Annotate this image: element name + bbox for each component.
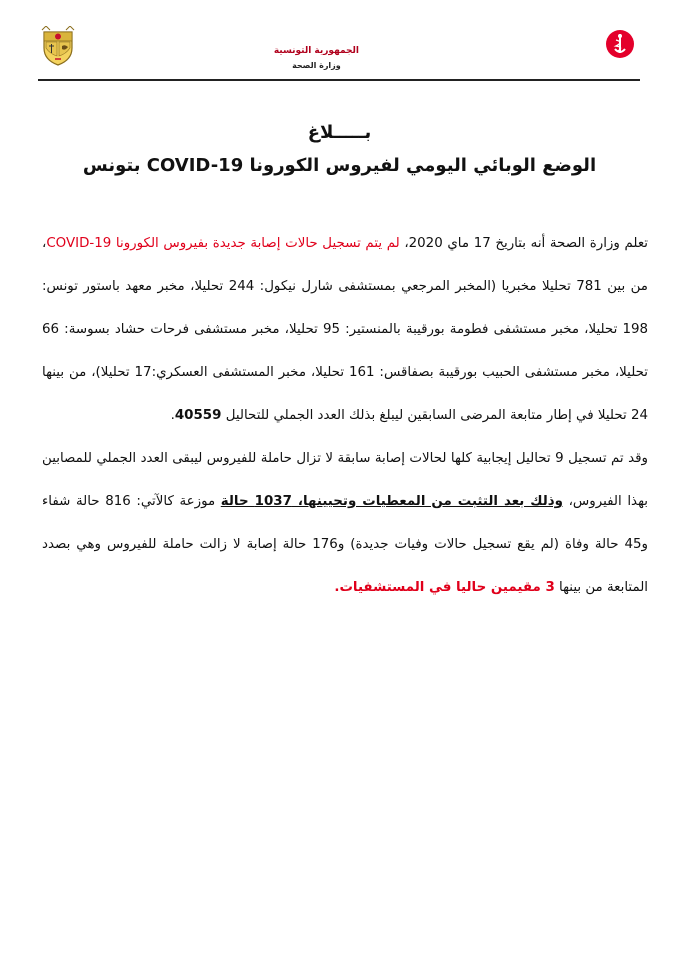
letterhead xyxy=(0,0,679,82)
announcement-subtitle: الوضع الوبائي اليومي لفيروس الكورونا COVID-19 بتونس xyxy=(82,155,597,176)
ministry-name xyxy=(274,44,359,73)
p2-intro: وقد تم تسجيل 9 تحاليل إيجابية كلها لحالات إصابة سابقة لا تزال حاملة للفيروس ليبقى العدد الجملي للمصابين بهذا الفيروس، xyxy=(42,451,648,509)
p1-end: . xyxy=(170,408,175,423)
title-block xyxy=(0,122,679,176)
no-new-cases-statement: لم يتم تسجيل حالات إصابة جديدة بفيروس الكورونا COVID-19 xyxy=(46,236,400,251)
tunisia-coat-of-arms-icon xyxy=(40,26,76,66)
p2-breakdown: موزعة كالآتي: 816 حالة شفاء و45 حالة وفاة (لم يقع تسجيل حالات وفيات جديدة) و176 حالة إصابة لا زالت حاملة للفيروس وهي بصدد المتابعة من بينها xyxy=(42,494,648,595)
ministry-label: وزارة الصحة xyxy=(292,61,341,71)
p1-intro: تعلم وزارة الصحة أنه بتاريخ 17 ماي 2020، xyxy=(399,236,649,251)
total-tests-count: 40559 xyxy=(174,408,222,423)
paragraph-cases xyxy=(42,437,648,609)
hospitalized-statement: 3 مقيمين حاليا في المستشفيات. xyxy=(334,580,555,595)
header-divider xyxy=(38,79,640,81)
ministry-health-logo-icon xyxy=(604,28,636,60)
p1-labs-breakdown: ، من بين 781 تحليلا مخبريا (المخبر المرجعي بمستشفى شارل نيكول: 244 تحليلا، مخبر معهد باستور تونس: 198 تحليلا، مخبر مستشفى فطومة بورقيبة بالمنستير: 95 تحليلا، مخبر مستشفى فرحات حشاد بسوسة: 66 تحليلا، مخبر مستشفى الحبيب بورقيبة بصفاقس: 161 تحليلا، مخبر المستشفى العسكري:17 تحليلا)، من بينها 24 تحليلا في إطار متابعة المرضى السابقين ليبلغ بذلك العدد الجملي للتحاليل xyxy=(42,236,649,423)
republic-label: الجمهورية التونسية xyxy=(273,46,359,56)
announcement-title: بـــــلاغ xyxy=(307,122,372,143)
paragraph-tests xyxy=(42,222,648,437)
announcement-body xyxy=(42,222,648,609)
total-cases-statement: وذلك بعد التثبت من المعطيات وتحيينها، 1037 حالة xyxy=(220,494,563,509)
